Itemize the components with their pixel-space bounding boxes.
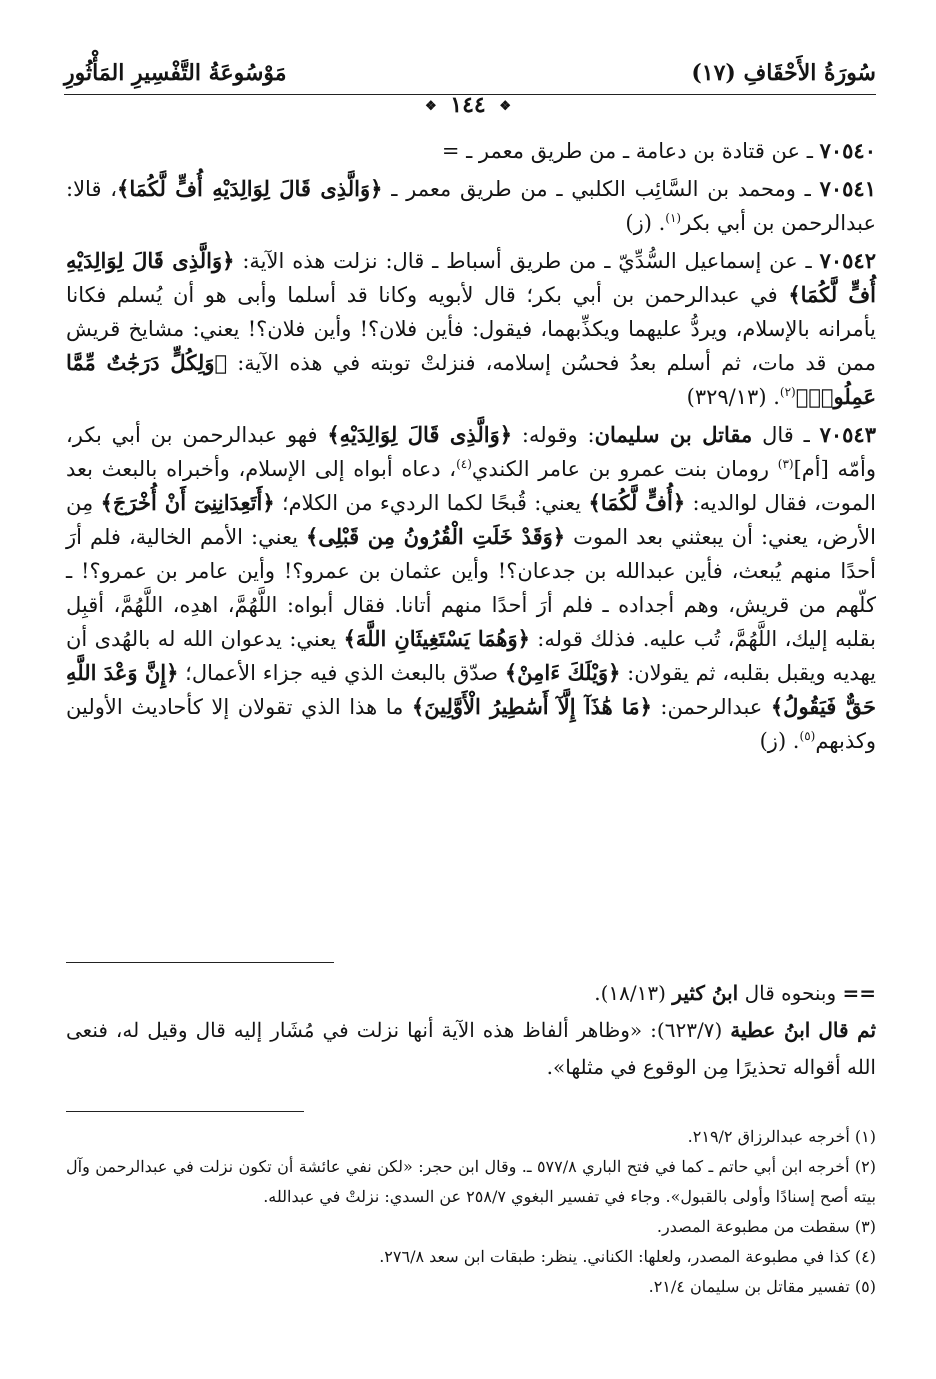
entry <box>66 244 876 414</box>
footnote: (٤) كذا في مطبوعة المصدر، ولعلها: الكناني. ينظر: طبقات ابن سعد ٢٧٦/٨. <box>379 1247 876 1266</box>
quran-quote: ﴿وَلِكُلٍّ دَرَجَٰتٌ مِّمَّا عَمِلُوا۟﴾ <box>66 350 876 409</box>
scholar-name: ابنُ عطية <box>730 1018 811 1042</box>
quran-quote: ﴿وَالَّذِى قَالَ لِوَالِدَيْهِ﴾ <box>327 422 513 447</box>
scholar-name: ابنُ كثير <box>672 981 739 1005</box>
quran-quote: ﴿مَا هَٰذَآ إِلَّآ أَسَٰطِيرُ الْأَوَّلِينَ﴾ <box>411 694 652 719</box>
entry-text: ، دعاه أبواه إلى الإسلام، وأخبراه بالبعث بعد الموت، فقال لوالديه: <box>66 457 876 515</box>
page-number: ١٤٤ <box>450 92 486 118</box>
author-name: مقاتل بن سليمان <box>594 422 753 447</box>
entry-text: رومان بنت عمرو بن عامر الكندي <box>471 457 770 481</box>
entry-text: ، قالا: عبدالرحمن بن أبي بكر <box>66 177 876 235</box>
continuation-mark: == <box>842 981 876 1005</box>
entry-number: ٧٠٥٤٠ <box>819 138 876 163</box>
comment-line <box>66 1012 876 1086</box>
entry <box>66 172 876 240</box>
quran-quote: ﴿أُفٍّ لَّكُمَا﴾ <box>588 490 686 515</box>
book-title: مَوْسُوعَةُ التَّفْسِيرِ المَأْثُورِ <box>64 60 287 86</box>
quran-quote: ﴿وَهُمَا يَسْتَغِيثَانِ اللَّهَ﴾ <box>343 626 530 651</box>
entry-text: في عبدالرحمن بن أبي بكر؛ قال لأبويه وكانا قد أسلما وأبى هو أن يُسلم فكانا يأمرانه بالإسلام، ويردُّ عليهما ويكذِّبهما، فيقول: فأين فلان؟! وأين فلان؟! يعني: مشايخ قريش ممن قد مات، ثم أسلم بعدُ فحسُن إسلامه، فنزلتْ توبته في هذه الآية: <box>66 283 876 375</box>
quran-quote: ﴿أَتَعِدَانِنِىٓ أَنْ أُخْرَجَ﴾ <box>100 490 275 515</box>
footnote-ref: (٥) <box>799 729 816 743</box>
quran-quote: ﴿وَالَّذِى قَالَ لِوَالِدَيْهِ أُفٍّ لَّكُمَا﴾ <box>66 248 876 307</box>
entry-number: ٧٠٥٤٣ <box>819 422 876 447</box>
entry-text: ـ ومحمد بن السَّائِب الكلبي ـ من طريق معمر ـ <box>391 177 811 201</box>
quran-quote: ﴿إِنَّ وَعْدَ اللَّهِ حَقٌّ فَيَقُولُ﴾ <box>66 660 876 719</box>
footnote-ref: (٤) <box>456 457 472 471</box>
footnotes <box>66 1122 876 1302</box>
entry-text: ـ عن قتادة بن دعامة ـ من طريق معمر ـ = <box>441 139 813 163</box>
entry-text: يعني: قُبحًا لكما الرديء من الكلام؛ <box>282 491 582 515</box>
footnote-ref: (١) <box>665 211 682 225</box>
entry-number: ٧٠٥٤١ <box>819 176 876 201</box>
footnote: (٢) أخرجه ابن أبي حاتم ـ كما في فتح الباري ٥٧٧/٨ ـ. وقال ابن حجر: «لكن نفي عائشة أن تكون نزلت في عبدالرحمن وآل بيته أصح إسنادًا وأولى بالقبول». وجاء في تفسير البغوي ٢٥٨/٧ عن السدي: نزلتْ في عبدالله. <box>66 1157 877 1206</box>
ornament-icon: ❖ <box>499 98 512 114</box>
entry-text: يعني: يدعوان الله له بالهُدى أن يهديه ويقبل بقلبه، ثم يقولان: <box>66 627 876 685</box>
comment-box <box>66 975 876 1086</box>
comment-separator <box>66 962 334 963</box>
entry-text: ـ عن إسماعيل السُّدِّيّ ـ من طريق أسباط ـ قال: نزلت هذه الآية: <box>242 249 812 273</box>
footnote: (٥) تفسير مقاتل بن سليمان ٢١/٤. <box>648 1277 876 1296</box>
entry <box>66 418 876 758</box>
footnote: (١) أخرجه عبدالرزاق ٢١٩/٢. <box>687 1127 876 1146</box>
comment-line <box>66 975 876 1012</box>
comment-text: ثم قال <box>818 1018 877 1042</box>
entry-text: صدّق بالبعث الذي فيه جزاء الأعمال؛ <box>185 661 499 685</box>
entry-text: : وقوله: <box>521 423 595 447</box>
entry-text: ما هذا الذي تقولان إلا كأحاديث الأولين وكذبهم <box>66 695 876 753</box>
entry-text: يعني: الأمم الخالية، فلم أرَ أحدًا منهم يُبعث، فأين عبدالله بن جدعان؟! وأين عثمان بن عمرو؟! وأين عامر بن عمرو؟! ـ كلّهم من قريش، وهم أجداده ـ فلم أرَ أحدًا منهم أتانا. فقال أبواه: اللَّهُمَّ، اهدِه، اللَّهُمَّ، أقبِل بقلبه إليك، اللَّهُمَّ، تُب عليه. فذلك قوله: <box>66 525 876 651</box>
quran-quote: ﴿وَالَّذِى قَالَ لِوَالِدَيْهِ أُفٍّ لَّكُمَا﴾ <box>117 176 383 201</box>
comment-text: وبنحوه قال <box>744 981 837 1005</box>
entry-text: . <box>773 385 780 409</box>
quran-quote: ﴿وَيْلَكَ ءَامِنْ﴾ <box>504 660 621 685</box>
entry-text: فهو عبدالرحمن بن أبي بكر، وأمّه [أم] <box>66 423 876 481</box>
volume-citation: (٣٢٩/١٣) <box>686 385 767 409</box>
main-text <box>66 134 876 762</box>
ornament-icon: ❖ <box>424 98 437 114</box>
footnote: (٣) سقطت من مطبوعة المصدر. <box>656 1217 876 1236</box>
entry-text: . (ز) <box>625 211 666 235</box>
footnote-separator <box>66 1111 304 1112</box>
surah-title: سُورَةُ الأَحْقَافِ (١٧) <box>691 60 876 86</box>
entry-text: ـ قال <box>762 423 810 447</box>
entry-text: مِن الأرض، يعني: أن يبعثني بعد الموت <box>66 491 876 549</box>
entry-text: عبدالرحمن: <box>660 695 763 719</box>
footnote-ref: (٢) <box>779 385 796 399</box>
page-number-row <box>0 92 936 118</box>
entry <box>66 134 876 168</box>
entry-number: ٧٠٥٤٢ <box>819 248 876 273</box>
comment-text: (١٨/١٣). <box>594 981 666 1005</box>
entry-text: . (ز) <box>759 729 800 753</box>
footnote-ref: (٣) <box>777 457 794 471</box>
quran-quote: ﴿وَقَدْ خَلَتِ الْقُرُونُ مِن قَبْلِى﴾ <box>305 524 566 549</box>
comment-text: (٦٢٣/٧): «وظاهر ألفاظ هذه الآية أنها نزلت في مُشَار إليه قال وقيل له، فنعى الله أقواله تحذيرًا مِن الوقوع في مثلها». <box>66 1018 876 1079</box>
